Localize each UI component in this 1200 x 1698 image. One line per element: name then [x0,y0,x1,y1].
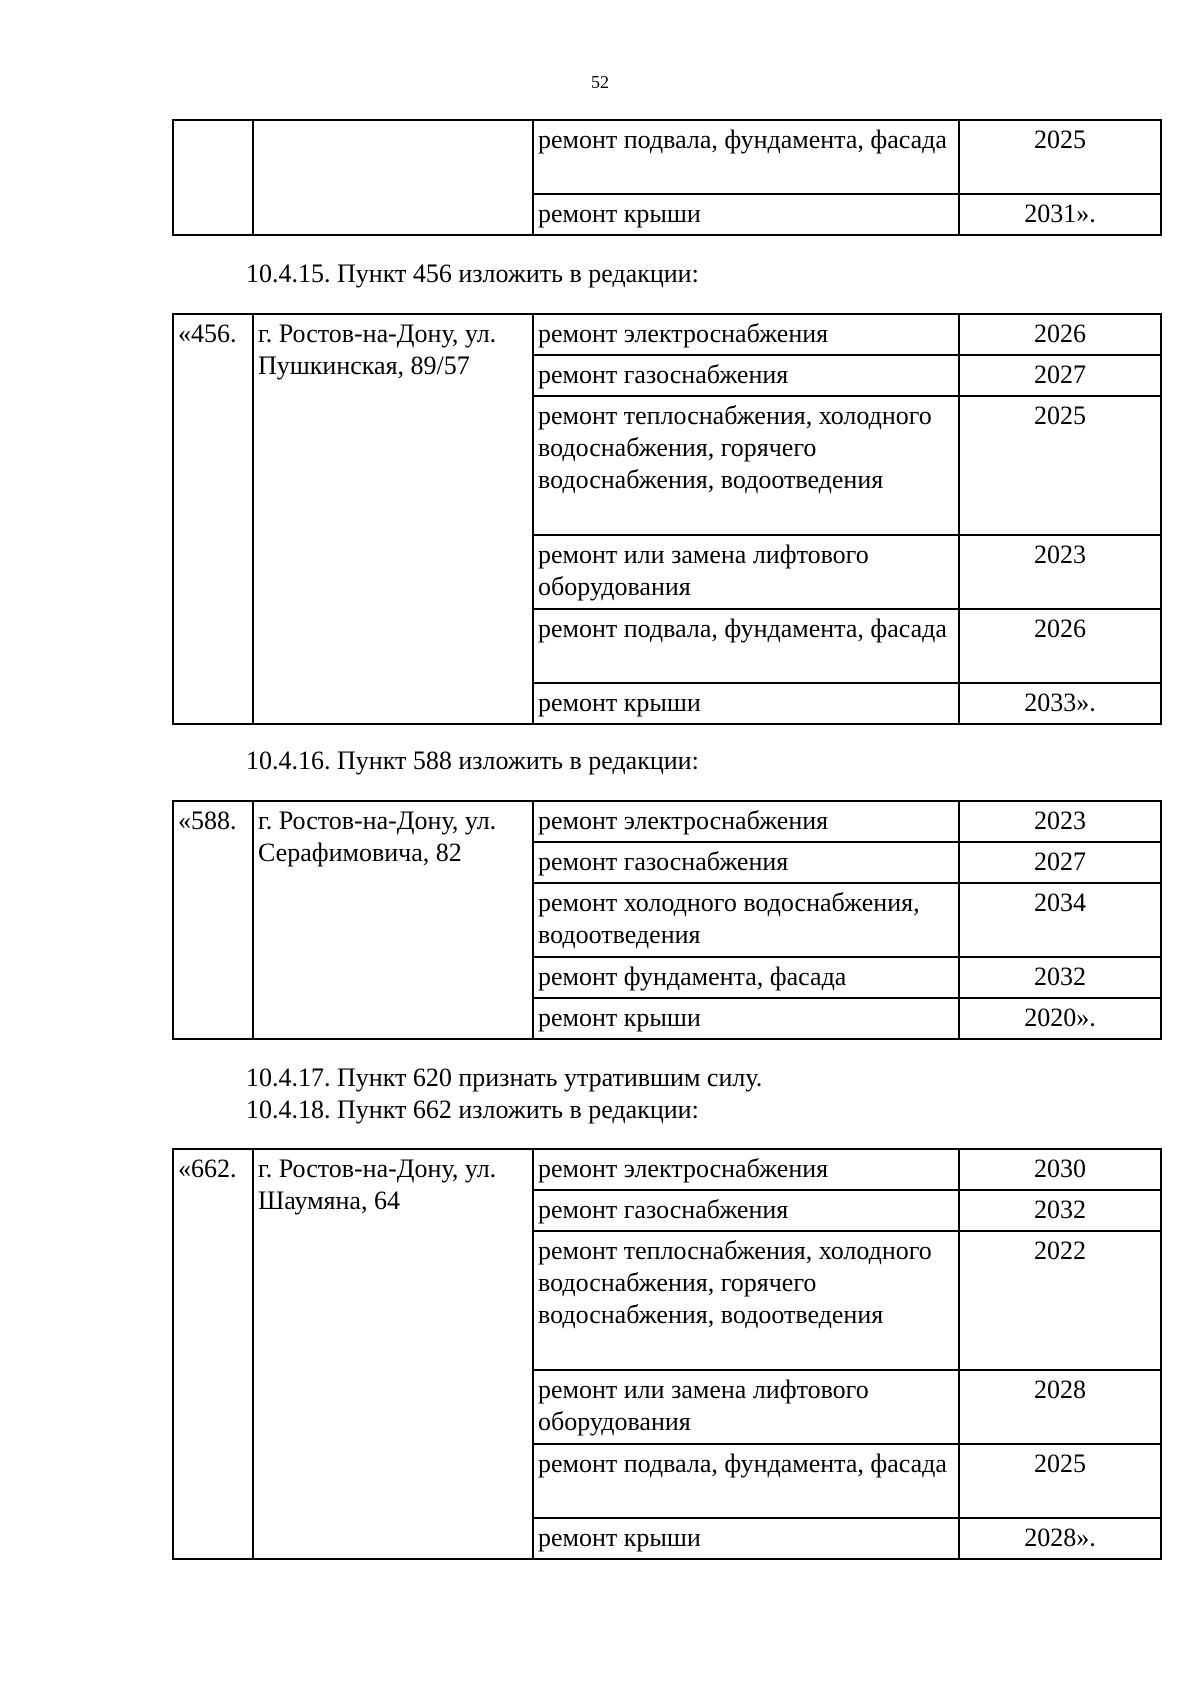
work-cell: ремонт крыши [533,998,959,1039]
address-cell [253,120,533,235]
year-cell: 2025 [959,396,1161,535]
table-item-662 [172,1148,1162,1560]
item-address: г. Ростов-на-Дону, ул. Шаумяна, 64 [253,1149,533,1559]
year-cell: 2023 [959,801,1161,842]
work-cell: ремонт или замена лифтового оборудования [533,1370,959,1444]
year-cell: 2028». [959,1518,1161,1559]
year-cell: 2031». [959,194,1161,235]
work-cell: ремонт подвала, фундамента, фасада [533,609,959,683]
work-cell: ремонт электроснабжения [533,1149,959,1190]
work-cell: ремонт электроснабжения [533,314,959,355]
year-cell: 2027 [959,842,1161,883]
work-cell: ремонт подвала, фундамента, фасада [533,120,959,194]
work-cell: ремонт или замена лифтового оборудования [533,535,959,609]
work-cell: ремонт теплоснабжения, холодного водоснабжения, горячего водоснабжения, водоотведения [533,396,959,535]
work-cell: ремонт крыши [533,1518,959,1559]
year-cell: 2034 [959,883,1161,957]
table-continuation [172,119,1162,236]
item-number: «662. [173,1149,253,1559]
work-cell: ремонт крыши [533,194,959,235]
work-cell: ремонт газоснабжения [533,355,959,396]
table-item-588 [172,800,1162,1040]
table-row [173,1149,1161,1190]
paragraph-10-4-17: 10.4.17. Пункт 620 признать утратившим силу. [246,1063,763,1092]
year-cell: 2020». [959,998,1161,1039]
page-number: 52 [591,72,609,92]
work-cell: ремонт фундамента, фасада [533,957,959,998]
year-cell: 2022 [959,1231,1161,1370]
work-cell: ремонт газоснабжения [533,1190,959,1231]
work-cell: ремонт газоснабжения [533,842,959,883]
year-cell: 2032 [959,957,1161,998]
paragraph-10-4-18: 10.4.18. Пункт 662 изложить в редакции: [246,1095,699,1124]
number-cell [173,120,253,235]
year-cell: 2025 [959,120,1161,194]
work-cell: ремонт холодного водоснабжения, водоотведения [533,883,959,957]
year-cell: 2025 [959,1444,1161,1518]
year-cell: 2023 [959,535,1161,609]
year-cell: 2033». [959,683,1161,724]
year-cell: 2030 [959,1149,1161,1190]
table-row [173,801,1161,842]
year-cell: 2027 [959,355,1161,396]
table-row [173,314,1161,355]
work-cell: ремонт электроснабжения [533,801,959,842]
year-cell: 2026 [959,609,1161,683]
work-cell: ремонт крыши [533,683,959,724]
year-cell: 2032 [959,1190,1161,1231]
item-number: «588. [173,801,253,1039]
table-item-456 [172,313,1162,725]
paragraph-10-4-16: 10.4.16. Пункт 588 изложить в редакции: [246,746,699,775]
year-cell: 2028 [959,1370,1161,1444]
year-cell: 2026 [959,314,1161,355]
work-cell: ремонт подвала, фундамента, фасада [533,1444,959,1518]
item-number: «456. [173,314,253,724]
table-row [173,120,1161,194]
paragraph-10-4-15: 10.4.15. Пункт 456 изложить в редакции: [246,259,699,288]
item-address: г. Ростов-на-Дону, ул. Серафимовича, 82 [253,801,533,1039]
work-cell: ремонт теплоснабжения, холодного водоснабжения, горячего водоснабжения, водоотведения [533,1231,959,1370]
item-address: г. Ростов-на-Дону, ул. Пушкинская, 89/57 [253,314,533,724]
